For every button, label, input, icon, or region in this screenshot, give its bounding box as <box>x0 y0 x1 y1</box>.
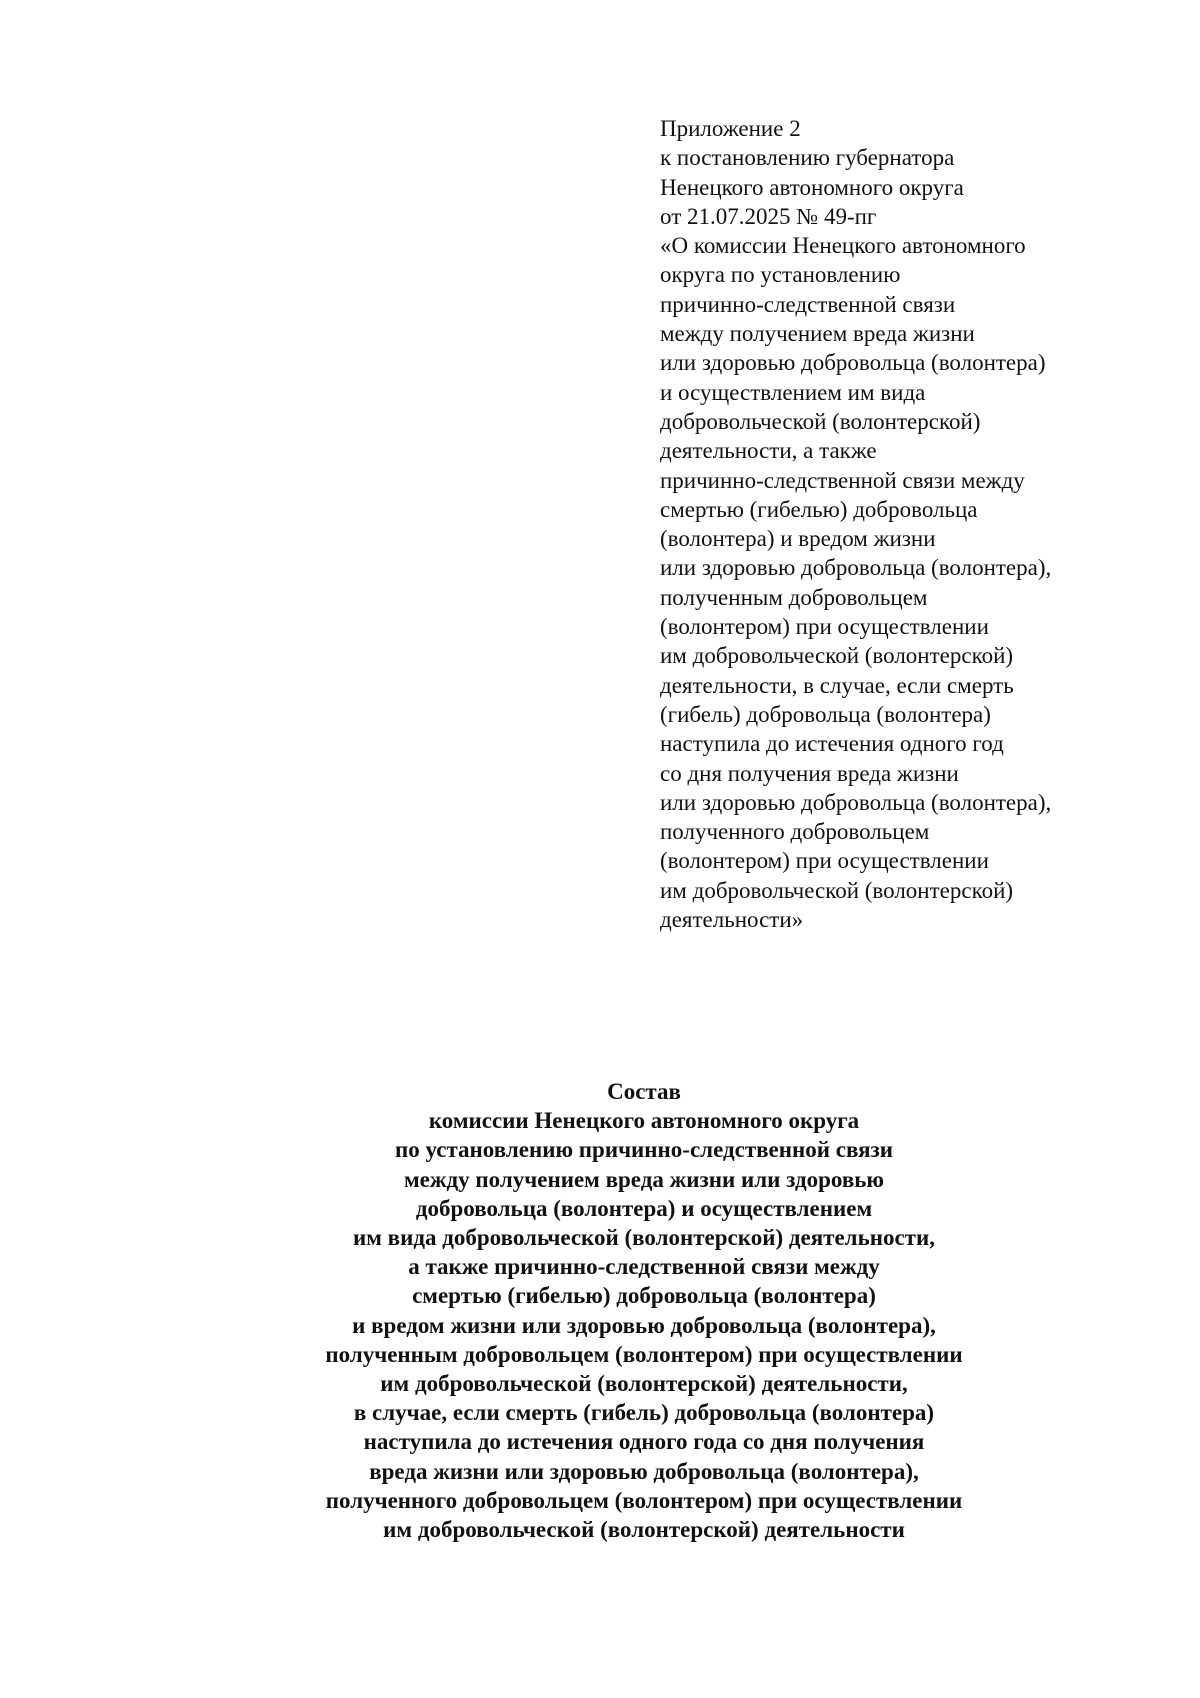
appendix-line: Приложение 2 <box>660 116 801 141</box>
composition-line: полученного добровольцем (волонтером) при осуществлении <box>325 1487 963 1513</box>
appendix-line: со дня получения вреда жизни <box>660 760 959 786</box>
composition-line: по установлению причинно-следственной связи <box>394 1137 894 1163</box>
appendix-line: причинно-следственной связи между <box>660 467 1025 493</box>
appendix-line: полученного добровольцем <box>660 819 930 845</box>
appendix-line: деятельности, в случае, если смерть <box>660 672 1014 698</box>
appendix-line: (гибель) добровольца (волонтера) <box>660 701 991 727</box>
composition-line: и вредом жизни или здоровью добровольца (волонтера), <box>352 1312 936 1338</box>
appendix-line: добровольческой (волонтерской) <box>660 408 981 434</box>
appendix-line: (волонтером) при осуществлении <box>660 614 989 640</box>
appendix-line: или здоровью добровольца (волонтера), <box>660 789 1052 815</box>
appendix-line: деятельности» <box>660 907 804 933</box>
appendix-line: и осуществлением им вида <box>660 379 926 405</box>
appendix-line: «О комиссии Ненецкого автономного <box>660 233 1026 259</box>
composition-line: им вида добровольческой (волонтерской) деятельности, <box>353 1225 935 1251</box>
composition-line: добровольца (волонтера) и осуществлением <box>415 1195 873 1221</box>
appendix-line: или здоровью добровольца (волонтера), <box>660 555 1052 581</box>
composition-line: между получением вреда жизни или здоровью <box>403 1166 885 1192</box>
appendix-line: (волонтером) при осуществлении <box>660 848 989 874</box>
appendix-line: между получением вреда жизни <box>660 321 975 347</box>
appendix-line: (волонтера) и вредом жизни <box>660 526 936 552</box>
appendix-line: им добровольческой (волонтерской) <box>660 877 1014 903</box>
appendix-line: причинно-следственной связи <box>660 291 956 317</box>
appendix-line: или здоровью добровольца (волонтера) <box>660 350 1046 376</box>
composition-heading <box>0 1077 1200 1544</box>
composition-title: Состав <box>607 1079 681 1104</box>
appendix-line: деятельности, а также <box>660 438 877 464</box>
appendix-reference-block <box>660 114 1180 934</box>
composition-line: комиссии Ненецкого автономного округа <box>428 1108 860 1134</box>
composition-line: наступила до истечения одного года со дня получения <box>363 1429 925 1455</box>
composition-line: вреда жизни или здоровью добровольца (волонтера), <box>369 1458 919 1484</box>
composition-line: им добровольческой (волонтерской) деятельности, <box>380 1371 908 1397</box>
appendix-line: Ненецкого автономного округа <box>660 174 964 200</box>
appendix-line: наступила до истечения одного год <box>660 731 1004 757</box>
appendix-line: от 21.07.2025 № 49-пг <box>660 203 877 229</box>
appendix-line: смертью (гибелью) добровольца <box>660 496 978 522</box>
appendix-line: им добровольческой (волонтерской) <box>660 643 1014 669</box>
composition-line: полученным добровольцем (волонтером) при осуществлении <box>325 1341 963 1367</box>
appendix-line: к постановлению губернатора <box>660 145 955 171</box>
composition-line: а также причинно-следственной связи между <box>408 1254 880 1280</box>
appendix-line: полученным добровольцем <box>660 584 928 610</box>
composition-line: смертью (гибелью) добровольца (волонтера) <box>412 1283 876 1309</box>
composition-line: в случае, если смерть (гибель) добровольца (волонтера) <box>353 1400 935 1426</box>
appendix-line: округа по установлению <box>660 262 901 288</box>
composition-line: им добровольческой (волонтерской) деятельности <box>383 1517 905 1543</box>
